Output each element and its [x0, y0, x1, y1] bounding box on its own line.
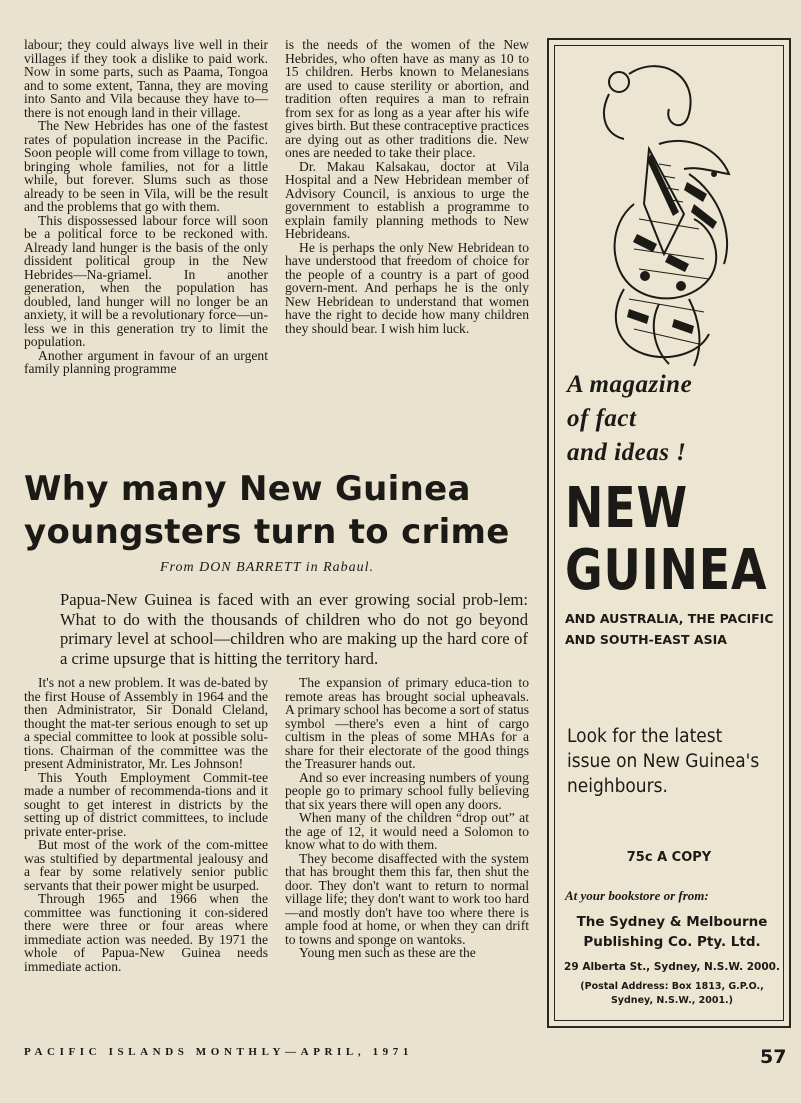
paragraph: is the needs of the women of the New Hebrides, who often have as many as 10 to 15 children. Herbs known to Melanesians are used to cause sterility or abortion, and tradition often requires a man to refrain from sex for as long as a year after his wife gives birth. But these contraceptive practices are dying out as other traditions die. New ones are needed to take their place. — [285, 37, 529, 160]
paragraph: This dispossessed labour force will soon be a political force to be reckoned with. Already land hunger is the basis of the only dissident political group in the New Hebrides—Na-griamel. In another generation, when the population has doubled, land hunger will no longer be an anxiety, it will be a revolutionary force—un-less we in this generation try to limit the population. — [24, 212, 268, 349]
ad-where-to-buy: At your bookstore or from: — [565, 888, 709, 903]
paragraph: When many of the children “drop out” at the age of 12, it would need a Solomon to know what to do with them. — [285, 810, 529, 852]
publisher-line: The Sydney & Melbourne — [576, 914, 768, 930]
ad-address: 29 Alberta St., Sydney, N.S.W. 2000. — [564, 961, 780, 973]
paragraph: This Youth Employment Commit-tee made a number of recommenda-tions and it sought to get interest in districts by the setting up of district committees, to include private enter-prise. — [24, 769, 268, 839]
page-number: 57 — [760, 1046, 787, 1068]
article-middle-column — [285, 676, 529, 960]
paragraph: Another argument in favour of an urgent family planning programme — [24, 347, 268, 376]
paragraph: The New Hebrides has one of the fastest rates of population increase in the Pacific. Soon people will come from village to town, bringing whole families, not for a little while, but forever. Slums such as those already to be seen in Vila, will be the result and the problems that go with them. — [24, 118, 268, 214]
article-headline: Why many New Guinea youngsters turn to crime — [24, 469, 510, 552]
paragraph: Young men such as these are the — [299, 945, 476, 960]
paragraph: Dr. Makau Kalsakau, doctor at Vila Hospital and a New Hebridean member of Advisory Council, is anxious to urge the government to establish a programme to explain family planning methods to New Hebrideans. — [285, 158, 529, 241]
article-left-column — [24, 676, 268, 973]
ad-price: 75c A COPY — [626, 850, 712, 865]
article-byline: From DON BARRETT in Rabaul. — [160, 560, 375, 575]
tagline-line: and ideas ! — [567, 439, 687, 466]
postal-line: (Postal Address: Box 1813, G.P.O., — [580, 981, 764, 992]
ad-postal-address — [561, 980, 783, 1007]
publisher-line: Publishing Co. Pty. Ltd. — [583, 934, 761, 950]
paragraph: The expansion of primary educa-tion to remote areas has brought social upheavals. A primary school has become a sort of status symbol —there's even a hint of cargo cultism in the pleas of some MHAs for a share for their electorate of the good things the Treasurer hands out. — [285, 675, 529, 771]
paragraph: It's not a new problem. It was de-bated by the first House of Assembly in 1964 and the then Administrator, Sir Donald Cleland, thought the mat-ter serious enough to set up a special committee to look at possible solu-tions. Chairman of the committee was the present Administrator, Mr. Les Johnson! — [24, 675, 268, 771]
ad-pitch: Look for the latest issue on New Guinea's neighbours. — [567, 726, 760, 797]
tribal-figure-illustration-icon — [589, 54, 739, 374]
running-footer: PACIFIC ISLANDS MONTHLY—APRIL, 1971 — [24, 1046, 413, 1058]
paragraph: labour; they could always live well in their villages if they took a dislike to paid work. Now in some parts, such as Paama, Tongoa and to some extent, Tanna, they are moving into Santo and Vila because they have to—there is not enough land in their village. — [24, 37, 268, 120]
top-left-column — [24, 38, 268, 376]
ad-publisher — [565, 912, 779, 952]
subtitle-line: AND SOUTH-EAST ASIA — [565, 632, 727, 647]
paragraph: Through 1965 and 1966 when the committee was functioning it con-sidered there were three or four areas where immediate action was needed. By 1971 the whole of Papua-New Guinea needs immediate action. — [24, 891, 268, 974]
tagline-line: of fact — [567, 405, 637, 432]
ad-tagline — [567, 368, 777, 470]
magazine-advertisement — [547, 38, 791, 1028]
brand-line: NEW — [565, 476, 688, 541]
paragraph: He is perhaps the only New Hebridean to have understood that freedom of choice for the people of a country is a part of good govern-ment. And perhaps he is the only New Hebridean to understand that women have the right to decide how many children they should bear. I wish him luck. — [285, 239, 529, 336]
subtitle-line: AND AUSTRALIA, THE PACIFIC — [565, 611, 774, 626]
ad-subtitle — [565, 608, 785, 650]
brand-line: GUINEA — [565, 538, 768, 603]
top-middle-column — [285, 38, 529, 335]
postal-line: Sydney, N.S.W., 2001.) — [610, 994, 734, 1006]
paragraph: They become disaffected with the system that has brought them this far, then shut the door. They don't want to return to normal village life; they don't want to work too hard—and mostly don't have too where there is ample food at home, or when they can drift to towns and sponge on wantoks. — [285, 850, 529, 947]
paragraph: And so ever increasing numbers of young people go to primary school fully believing that six years there will open any doors. — [285, 769, 529, 812]
paragraph: But most of the work of the com-mittee was stultified by departmental jealousy and a fear by some relatively senior public servants that their power might be usurped. — [24, 837, 268, 893]
article-standfirst: Papua-New Guinea is faced with an ever growing social prob-lem: What to do with the thousands of children who do not go beyond primary level at school—children who are making up the hard core of a crime upsurge that is hitting the territory hard. — [60, 590, 528, 668]
tagline-line: A magazine — [567, 371, 693, 398]
ad-brand-name — [565, 476, 768, 603]
